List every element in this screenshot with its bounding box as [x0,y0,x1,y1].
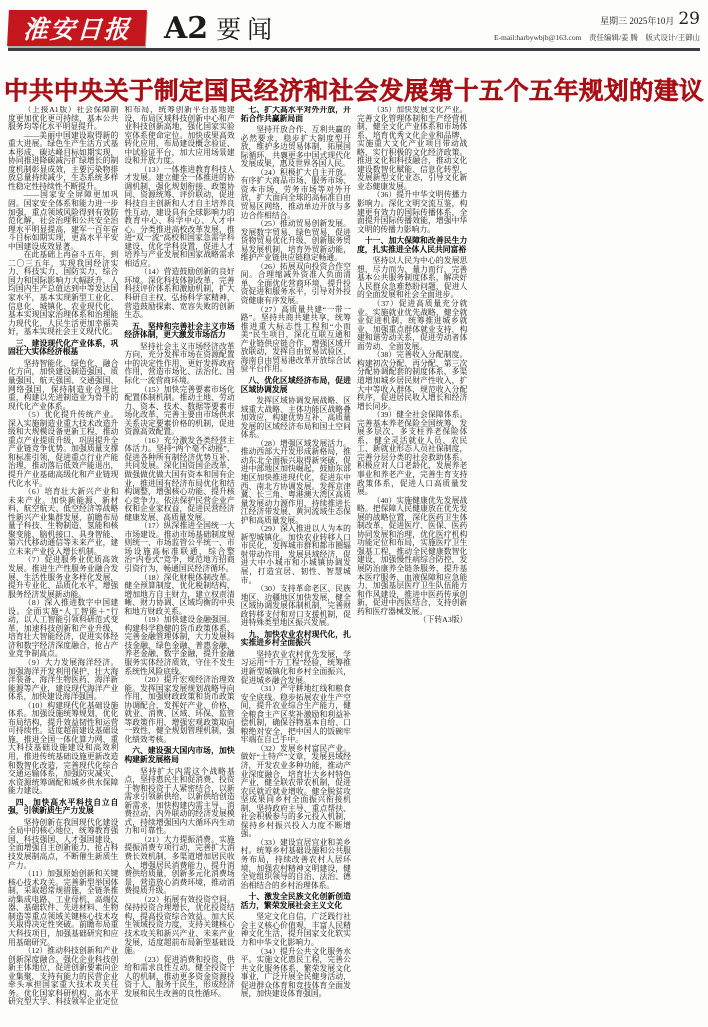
page-header [8,8,700,48]
article-columns [8,106,700,1015]
article-paragraph: （14）营造鼓励创新的良好环境。深化科技体制改革，完善科技评价体系和激励机制，扩大科研自主权，弘扬科学家精神，营造鼓励探索、宽容失败的创新生态。 [124,267,235,320]
article-section-heading: 四、加快高水平科技自立自强，引领新质生产力发展 [8,797,119,816]
article-paragraph: 在此基础上再奋斗五年，到二〇三五年，实现我国经济实力、科技实力、国防实力、综合国力和国际影响力大幅跃升，人均国内生产总值达到中等发达国家水平，基本实现新型工业化、信息化、城镇化、农业现代化，基本实现国家治理体系和治理能力现代化，人民生活更加幸福美好，基本实现社会主义现代化。 [8,250,119,337]
article-paragraph: （36）提升中华文明传播力影响力。深化文明交流互鉴，构建更有效力的国际传播体系，全面提升国际传播效能，增强中华文明的传播力影响力。 [356,190,468,234]
article-paragraph: （18）深化财税体制改革。健全预算制度，优化税制结构，增加地方自主财力，建立权责清晰、财力协调、区域均衡的中央和地方财政关系。 [124,572,235,616]
article-paragraph: （19）加快建设金融强国。构建科学稳健的货币政策体系，完善金融管理体制，大力发展科技金融、绿色金融、普惠金融、养老金融、数字金融，提升金融服务实体经济质效，守住不发生系统性风险底线。 [124,615,235,676]
article-paragraph: （13）一体推进教育科技人才发展。建立健全一体推进的协调机制，强化规划衔接、政策协同、资源统筹、评价联动，促进科技自主创新和人才自主培养良性互动，建设具有全球影响力的教育中心、科学中心、人才中心。分类推进高校改革发展，推进“双一流”高校和国家急需学科建设，优化学科设置，促进人才培养与产业发展和国家战略需求相适应。 [124,164,235,268]
article-paragraph: （7）促进服务业优质高效发展。推进生产性服务业融合发展、生活性服务业多样化发展，提升专业化、品质化水平，增强服务经济发展新动能。 [8,555,119,599]
article-paragraph: （下转A3版） [418,615,468,625]
article-paragraph: （16）充分激发各类经营主体活力。坚持“两个毫不动摇”，促进各种所有制经济优势互补、共同发展。深化国资国企改革，做强做优做大国有资本和国有企业，推进国有经济布局优化和结构调整，增强核心功能、提升核心竞争力。依法保护民营企业产权和企业家权益，促进民营经济健康发展、高质量发展。 [124,435,235,522]
contact-line: E-mail:harbywbjb@163.com 责任编辑/姜 腾 版式设计/王御山 [493,32,700,42]
article-paragraph: （22）拓展有效投资空间。保持投资合理增长，优化投资结构，提高投资综合效益。加大民生领域投资力度，支持关键核心技术攻关和新兴产业、未来产业发展，适度超前布局新型基础设施。 [124,894,235,956]
article-paragraph: （38）完善收入分配制度。构建初次分配、再分配、第三次分配协调配套的制度体系，多渠道增加城乡居民财产性收入，扩大中等收入群体，规范收入分配秩序，促进居民收入增长和经济增长同步。 [356,350,468,411]
section-name: 要闻 [216,17,279,44]
article-section-heading: 十一、加大保障和改善民生力度，扎实推进全体人民共同富裕 [356,236,468,254]
section-code: A2 [164,11,209,46]
article-paragraph: 坚持以人民为中心的发展思想，尽力而为、量力而行，完善基本公共服务制度体系，解决好人民群众急难愁盼问题，促进人的全面发展和社会全面进步。 [356,256,468,300]
article-paragraph: （23）促进消费和投资、供给和需求良性互动。健全投资于人的机制，推动更多资金资源投资于人、服务于民生，形成经济发展和民生改善的良性循环。 [124,954,235,998]
main-headline: 中共中央关于制定国民经济和社会发展第十五个五年规划的建议 [4,78,704,106]
article-paragraph: （33）建设宜居宜业和美乡村。统筹乡村基础设施和公共服务布局，持续改善农村人居环境，加强农村精神文明建设，健全党组织领导的自治、法治、德治相结合的乡村治理体系。 [240,837,351,890]
article-paragraph: ——美丽中国建设取得新的重大进展。绿色生产生活方式基本形成，碳达峰目标如期实现，协同推进降碳减污扩绿增长的制度机制彰显成效，主要污染物排放总量持续减少，生态系统多样性稳定性持续性不断提升。 [8,130,119,191]
article-paragraph: （29）深入推进以人为本的新型城镇化。加快农业转移人口市民化，发挥城市群和都市圈辐射带动作用，发展县域经济，促进大中小城市和小城镇协调发展，打造宜居、韧性、智慧城市。 [240,524,351,585]
article-paragraph: 坚持农业农村优先发展，学习运用“千万工程”经验，统筹推进新型城镇化和乡村全面振兴，促进城乡融合发展。 [240,649,351,685]
article-paragraph: （25）推动贸易创新发展。发展数字贸易、绿色贸易，促进货物贸易优化升级，创新服务贸易发展机制，培育外贸新动能，维护产业链供应链稳定畅通。 [240,219,351,263]
article-paragraph: （15）加快完善要素市场化配置体制机制。推动土地、劳动力、资本、技术、数据等要素市场化改革，完善主要由市场供求关系决定要素价格的机制，促进资源高效配置。 [124,384,235,437]
article-paragraph: 坚持创新在我国现代化建设全局中的核心地位，统筹教育强国、科技强国、人才强国建设，全面增强自主创新能力，抢占科技发展制高点，不断催生新质生产力。 [8,817,119,870]
header-meta [494,8,700,43]
article-paragraph: （28）增强区域发展活力。推动西部大开发形成新格局，推动东北全面振兴取得新突破，促进中部地区加快崛起，鼓励东部地区加快推进现代化，促进东中西、南北方协调发展。发挥京津冀、长三角、粤港澳大湾区高质量发展动力源作用，持续推进长江经济带发展、黄河流域生态保护和高质量发展。 [240,438,351,525]
article-paragraph: 坚持社会主义市场经济改革方向，充分发挥市场在资源配置中的决定性作用，更好发挥政府作用，营造市场化、法治化、国际化一流营商环境。 [124,341,235,385]
article-section-heading: 五、坚持和完善社会主义市场经济体制，更大激发市场活力 [124,321,235,340]
weekday-date: 星期三 2025年10月 [600,16,675,26]
article-paragraph: ——国家安全屏障更加巩固。国家安全体系和能力进一步加强，重点领域风险得到有效防范化解，社会治理和公共安全治理水平明显提高，建军一百年奋斗目标如期实现，更高水平平安中国建设成效显著。 [8,190,119,251]
article-paragraph: 坚持智能化、绿色化、融合化方向，加快建设制造强国、质量强国、航天强国、交通强国、网络强国，保持制造业合理比重，构建以先进制造业为骨干的现代化产业体系。 [8,358,119,411]
article-paragraph: （26）拓展双向投资合作空间。合理缩减外资准入负面清单，全面优化营商环境，提升投资促进和服务水平，引导对外投资健康有序发展。 [240,261,351,306]
article-paragraph: （34）提升公共文化服务水平。实施文化惠民工程，完善公共文化服务体系，繁荣发展文化事业，广泛开展全民健身活动，促进群众体育和竞技体育全面发展，加快建设体育强国。 [240,946,351,999]
article-paragraph: （11）加强原始创新和关键核心技术攻关。完善新型举国体制，采取超常规措施，全链条推动集成电路、工业母机、高端仪器、基础软件、先进材料、生物制造等重点领域关键核心技术攻关取得决定性突破。前瞻布局重大科技项目，加强基础研究和应用基础研究。 [8,869,119,947]
article-section-heading: 七、扩大高水平对外开放，开拓合作共赢新局面 [240,106,351,123]
article-paragraph: （35）加快发展文化产业。完善文化管理体制和生产经营机制，健全文化产业体系和市场体系，培育优秀文化企业和品牌，实施重大文化产业项目带动战略，实行积极的文化经济政策。推进文化和科技融合，推动文化建设数智化赋能、信息化转型，发展新型文化业态，引导文化新业态健康发展。 [356,106,468,191]
article-paragraph: （20）提升宏观经济治理效能。发挥国家发展规划战略导向作用，加强财政政策和货币政策协调配合，发挥好产业、价格、就业、消费、区域、环保、监管等政策作用，增强宏观政策取向一致性，健全规划管理机制，强化绩效考核。 [124,675,235,744]
article-paragraph: （10）构建现代化基础设施体系。加强设施统筹规划，优化布局结构，提升效益韧性和运营可持续性。适度超前建设基础设施，推进全国一体化算力网、重大科技基础设施建设和高效利用，推进传统基础设施更新改造和数智化改造，完善现代化综合交通运输体系，加强防灾减灾、水资源统筹调配和城乡供水保障能力建设。 [8,700,119,796]
article-paragraph: （8）深入推进数字中国建设。全面实施“人工智能＋”行动，以人工智能引领科研范式变革，加速科技创新和产业升级，培育壮大智能经济，促进实体经济和数字经济深度融合，抢占产业竞争制高点。 [8,598,119,659]
date-line [494,8,700,31]
article-paragraph: （12）推动科技创新和产业创新深度融合。强化企业科技创新主体地位，促进创新要素向企业集聚，支持有能力的民营企业牵头承担国家重大技术攻关任务。优化国家科研机构、高水平研究型大学、科技领军企业定位和布局，统筹创新平台基地建设，布局区域科技创新中心和产业科技创新高地，强化国家实验室体系使命定位。加快成果高效转化应用，布局建设概念验证、中试验证平台，加大应用场景建设和开放力度。 [8,106,235,1007]
article-paragraph: 发挥区域协调发展战略、区域重大战略、主体功能区战略叠加效应，构建优势互补、高质量发展的区域经济布局和国土空间体系。 [240,396,351,440]
article-paragraph: （37）促进高质量充分就业。实施就业优先战略，健全就业促进机制，统筹推进城乡就业，加强重点群体就业支持，构建和谐劳动关系，促进劳动者体面劳动、全面发展。 [356,299,468,351]
article-paragraph: （27）高质量共建“一带一路”。坚持共商共建共享，统筹推进重大标志性工程和“小而美”民生项目，深化互联互通和产业链供应链合作，增强区域开放联动，发挥自由贸易试验区、海南自由贸易港改革开放综合试验平台作用。 [240,304,351,374]
article-paragraph: （24）积极扩大自主开放。有序扩大商品市场、服务市场、资本市场、劳务市场等对外开放，扩大面向全球的高标准自由贸易区网络，推动单边开放与多边合作相结合。 [240,167,351,220]
article-section-heading: 十、激发全民族文化创新创造活力，繁荣发展社会主义文化 [240,892,351,910]
section-label [164,10,278,46]
article-paragraph: （31）严守耕地红线和粮食安全底线。稳步拓展农业生产空间，提升农业综合生产能力，健全粮食主产区奖补激励和利益补偿机制，确保谷物基本自给、口粮绝对安全，把中国人的饭碗牢牢端在自己手中。 [240,684,351,745]
article-paragraph: （9）大力发展海洋经济。加强海洋开发利用保护，壮大海洋装备、海洋生物医药、海洋新能源等产业，建设现代海洋产业体系，加快建设海洋强国。 [8,658,119,702]
article-section-heading: 三、建设现代化产业体系，巩固壮大实体经济根基 [8,338,119,357]
article-paragraph: （17）纵深推进全国统一大市场建设。推动市场基础制度规则统一、市场监管公平统一、市场设施高标准联通，综合整治“内卷式”竞争，规范地方招商引资行为，畅通国民经济循环。 [124,521,235,573]
article-section-heading: 八、优化区域经济布局，促进区域协调发展 [240,375,351,394]
article-section-heading: 六、建设强大国内市场，加快构建新发展格局 [124,746,235,765]
day-number: 29 [678,9,700,29]
article-paragraph: （40）实施健康优先发展战略。把保障人民健康放在优先发展的战略位置，深化医药卫生体制改革，促进医疗、医保、医药协同发展和治理，优化医疗机构功能定位和布局，实施医疗卫生强基工程，推动全民健康数智化建设，加强慢性病综合防控，发展防治康养全链条服务，提升基本医疗服务、血液保障和应急能力，加强基层医疗卫生队伍能力和作风建设，推进中医药传承创新，促进中西医结合，支持创新药和医疗器械发展。 [356,495,468,616]
article-paragraph: 坚持扩大内需这个战略基点，坚持惠民生和促消费、投资于物和投资于人紧密结合，以新需求引领新供给，以新供给创造新需求，加快构建内需主导、消费拉动、内外联动的经济发展模式，持续增强国内大循环内生动力和可靠性。 [124,766,235,836]
article-paragraph: （39）健全社会保障体系。完善基本养老保险全国统筹，发展多层次、多支柱养老保险体系，健全灵活就业人员、农民工、新就业形态人员社保制度，完善分层分类的社会救助体系。积极应对人口老龄化，发展养老事业和养老产业，完善生育支持政策体系，促进人口高质量发展。 [356,410,468,497]
article-paragraph: 坚持开放合作、互利共赢的必然要求，稳步扩大制度型开放，维护多边贸易体制，拓展国际循环，共襄更多中国式现代化发展成果，惠及世界各国人民。 [240,125,351,169]
article-paragraph: （21）大力提振消费。实施提振消费专项行动，完善扩大消费长效机制，多渠道增加居民收入，增强居民消费能力，提升消费供给质量，创新多元化消费场景，营造放心消费环境，推动消费提质升级。 [124,834,235,896]
masthead-logo: 淮安日报 [7,10,147,46]
article-paragraph: （6）培育壮大新兴产业和未来产业。加快新能源、新材料、航空航天、低空经济等战略性新兴产业集群发展，前瞻布局量子科技、生物制造、氢能和核聚变能、脑机接口、具身智能、第六代移动通信等未来产业，建立未来产业投入增长机制。 [8,487,119,556]
article-section-heading: 九、加快农业农村现代化，扎实推进乡村全面振兴 [240,629,351,648]
article-paragraph: （5）优化提升传统产业。深入实施制造业重大技术改造升级和大规模设备更新工程，推动重点产业提质升级，巩固提升全产业链竞争优势。加强质量支撑和标准引领，促进重点行业产能治理，推动落后低效产能退出，提升产业基础高级化和产业链现代化水平。 [8,410,119,488]
article-paragraph: 坚定文化自信，广泛践行社会主义核心价值观，丰富人民精神文化生活，提升国家文化软实力和中华文化影响力。 [240,912,351,947]
article-paragraph: （上接A1版）社会保障制度更加优化更可持续，基本公共服务均等化水平明显提升。 [8,106,119,132]
article-paragraph: （30）支持革命老区、民族地区、边疆地区加快发展，健全区域协调发展体制机制，完善财政转移支付和对口支援机制，促进特殊类型地区振兴发展。 [240,584,351,628]
article-paragraph: （32）发展乡村富民产业。做好“土特产”文章，发展县域经济，开发农业多种功能，推动产业深度融合，培育壮大乡村特色产业，健全联农带农机制，促进农民就近就业增收。健全脱贫攻坚成果同乡村全面振兴衔接机制，坚持政府主导、重点帮扶、社会积极参与的多元投入机制，保持乡村振兴投入力度不断增强。 [240,743,351,839]
header-divider-rule [8,48,700,51]
